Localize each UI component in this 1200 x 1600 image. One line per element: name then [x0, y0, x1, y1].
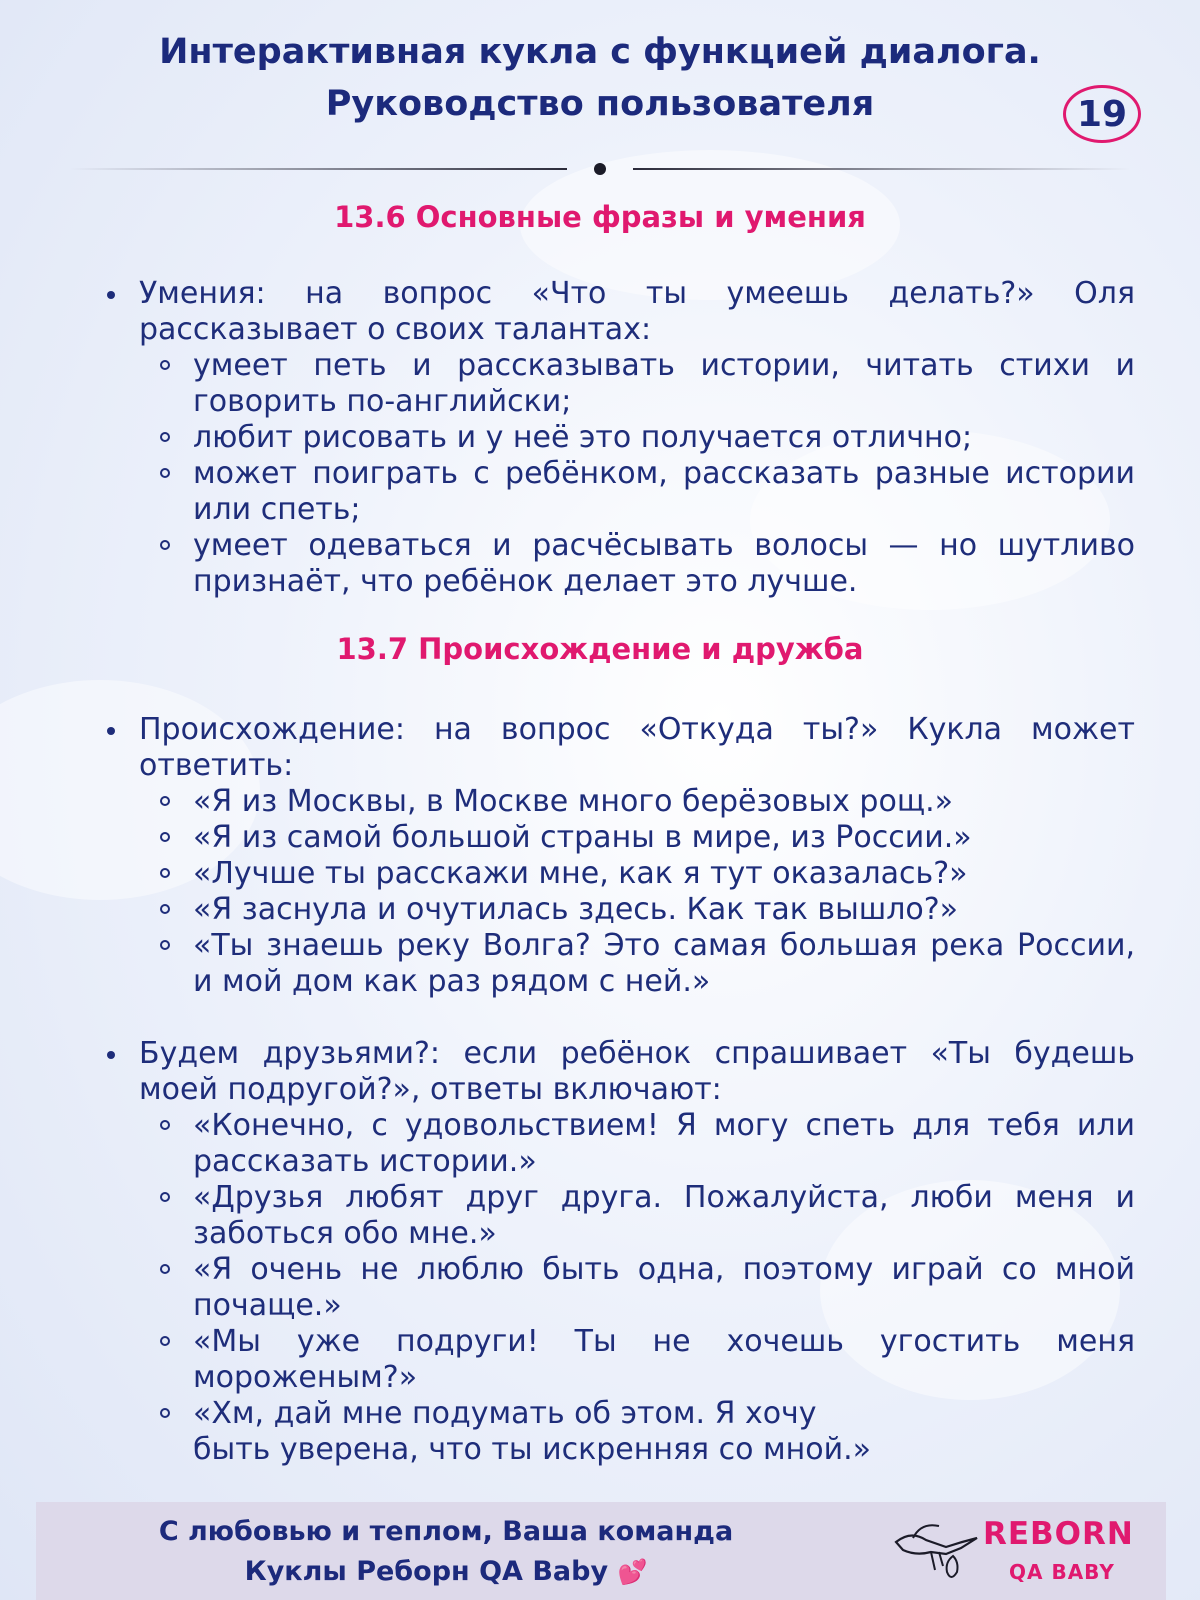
list-item: «Лучше ты расскажи мне, как я тут оказалась?» [193, 856, 1135, 892]
section-title-13-7: 13.7 Происхождение и дружба [336, 632, 864, 666]
list-item: «Я очень не люблю быть одна, поэтому играй со мной почаще.» [193, 1252, 1135, 1323]
list-item: может поиграть с ребёнком, рассказать разные истории или спеть; [193, 456, 1135, 527]
list-item: «Я заснула и очутилась здесь. Как так вышло?» [193, 892, 1135, 928]
last-item-line-1: «Хм, дай мне подумать об этом. Я хочу [193, 1396, 817, 1431]
last-item-line-2: быть уверена, что ты искренняя со мной.» [193, 1432, 871, 1467]
section-title-13-6: 13.6 Основные фразы и умения [334, 200, 866, 234]
list-item: «Ты знаешь реку Волга? Это самая большая река России, и мой дом как раз рядом с ней.» [193, 928, 1135, 999]
document-title [60, 26, 1140, 130]
section-13-7-friends [0, 1036, 1200, 1468]
list-item: умеет одеваться и расчёсывать волосы — но шутливо признаёт, что ребёнок делает это лучше. [193, 528, 1135, 599]
footer-bar [36, 1502, 1166, 1600]
list-item: «Я из самой большой страны в мире, из России.» [193, 820, 1135, 856]
footer-line-2 [146, 1552, 746, 1592]
footer-line-2-text: Куклы Реборн QA Baby [244, 1556, 609, 1587]
section-13-7-origin [0, 712, 1200, 1000]
stork-icon [891, 1512, 981, 1592]
footer-line-1: С любовью и теплом, Ваша команда [158, 1516, 734, 1547]
heart-icon: 💕 [617, 1558, 648, 1586]
list-item: умеет петь и рассказывать истории, читать стихи и говорить по-английски; [193, 348, 1135, 419]
title-line-1: Интерактивная кукла с функцией диалога. [159, 32, 1041, 72]
list-item: «Мы уже подруги! Ты не хочешь угостить меня мороженым?» [193, 1324, 1135, 1395]
list-item: «Друзья любят друг друга. Пожалуйста, люби меня и заботься обо мне.» [193, 1180, 1135, 1251]
title-line-2: Руководство пользователя [325, 84, 875, 124]
bullet-skills: Умения: на вопрос «Что ты умеешь делать?» Оля рассказывает о своих талантах: [139, 276, 1135, 347]
list-item: «Я из Москвы, в Москве много берёзовых рощ.» [193, 784, 1135, 820]
logo-subtitle: QA BABY [1009, 1560, 1115, 1584]
bullet-origin: Происхождение: на вопрос «Откуда ты?» Кукла может ответить: [139, 712, 1135, 783]
divider-line-right [633, 168, 1130, 170]
bullet-friends: Будем друзьями?: если ребёнок спрашивает «Ты будешь моей подругой?», ответы включают: [139, 1036, 1135, 1107]
page-number-badge: 19 [1063, 85, 1141, 143]
list-item: «Конечно, с удовольствием! Я могу спеть для тебя или рассказать истории.» [193, 1108, 1135, 1179]
brand-logo [891, 1512, 1151, 1592]
header-divider [70, 163, 1130, 175]
list-item: любит рисовать и у неё это получается отлично; [193, 420, 1135, 456]
logo-wordmark: REBORN [983, 1516, 1134, 1552]
section-13-6-content [0, 276, 1200, 600]
divider-line-left [70, 168, 567, 170]
divider-dot [594, 163, 606, 175]
list-item-last [193, 1396, 1135, 1468]
footer-signature [146, 1512, 746, 1592]
